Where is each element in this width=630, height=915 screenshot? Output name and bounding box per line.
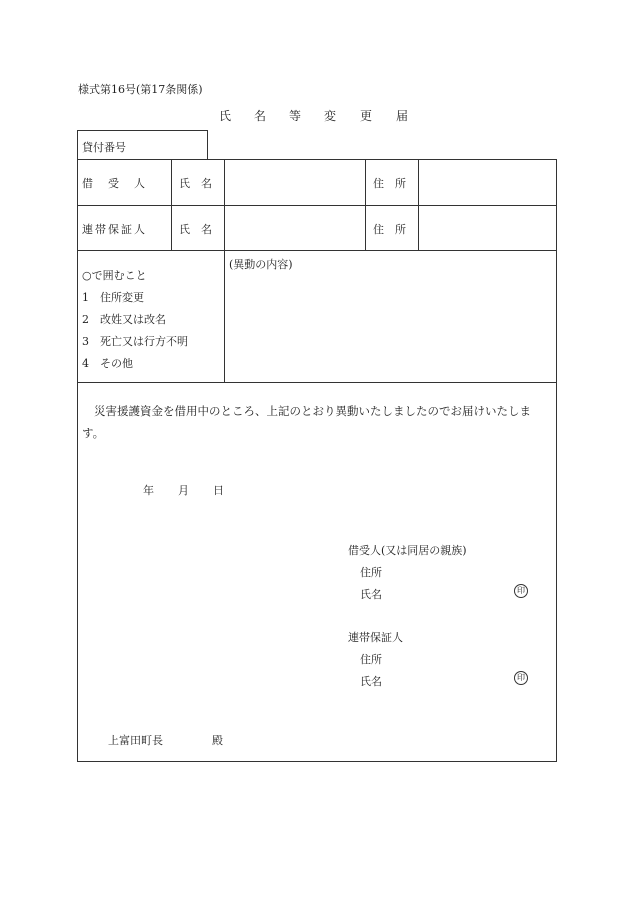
borrower-label: 借 受 人 [82, 177, 147, 190]
title-char: 氏 [219, 109, 232, 123]
option-item: 3 死亡又は行方不明 [82, 335, 188, 348]
option-item: 1 住所変更 [82, 291, 144, 304]
borrower-name-field[interactable] [225, 160, 364, 204]
declaration-line1: 災害援護資金を借用中のところ、上記のとおり異動いたしましたのでお届けいたしま [94, 404, 531, 418]
borrower-name-label: 氏 名 [179, 177, 212, 190]
option-item: 2 改姓又は改名 [82, 313, 166, 326]
options-instruction: ○で囲むこと [82, 269, 147, 282]
sign-borrower-heading: 借受人(又は同居の親族) [348, 544, 467, 557]
title-char: 変 [324, 109, 337, 123]
sign-guarantor-name: 氏名 [360, 675, 382, 688]
form-border-left [77, 130, 78, 762]
date-day: 日 [213, 484, 224, 497]
change-content-field[interactable] [225, 270, 555, 380]
sign-guarantor-heading: 連帯保証人 [348, 631, 403, 644]
form-border-bottom [77, 761, 557, 762]
guarantor-address-label: 住 所 [373, 223, 406, 236]
declaration-line2: す。 [82, 426, 105, 440]
seal-icon: 印 [514, 671, 528, 685]
date-year: 年 [143, 484, 154, 497]
title-char: 更 [360, 109, 373, 123]
loan-number-label: 貸付番号 [82, 141, 126, 154]
title-char: 名 [254, 109, 267, 123]
borrower-address-label: 住 所 [373, 177, 406, 190]
sign-borrower-name: 氏名 [360, 588, 382, 601]
sign-borrower-address: 住所 [360, 566, 382, 579]
title-char: 届 [396, 109, 409, 123]
honorific: 殿 [212, 734, 223, 747]
date-month: 月 [178, 484, 189, 497]
borrower-address-field[interactable] [419, 160, 555, 204]
change-content-label: (異動の内容) [229, 258, 293, 271]
guarantor-name-field[interactable] [225, 206, 364, 249]
guarantor-address-field[interactable] [419, 206, 555, 249]
guarantor-label: 連帯保証人 [82, 223, 147, 236]
sign-guarantor-address: 住所 [360, 653, 382, 666]
option-item: 4 その他 [82, 357, 133, 370]
form-number: 様式第16号(第17条関係) [78, 83, 203, 96]
seal-icon: 印 [514, 584, 528, 598]
guarantor-name-label: 氏 名 [179, 223, 212, 236]
addressee: 上富田町長 [108, 734, 163, 747]
title-char: 等 [289, 109, 302, 123]
